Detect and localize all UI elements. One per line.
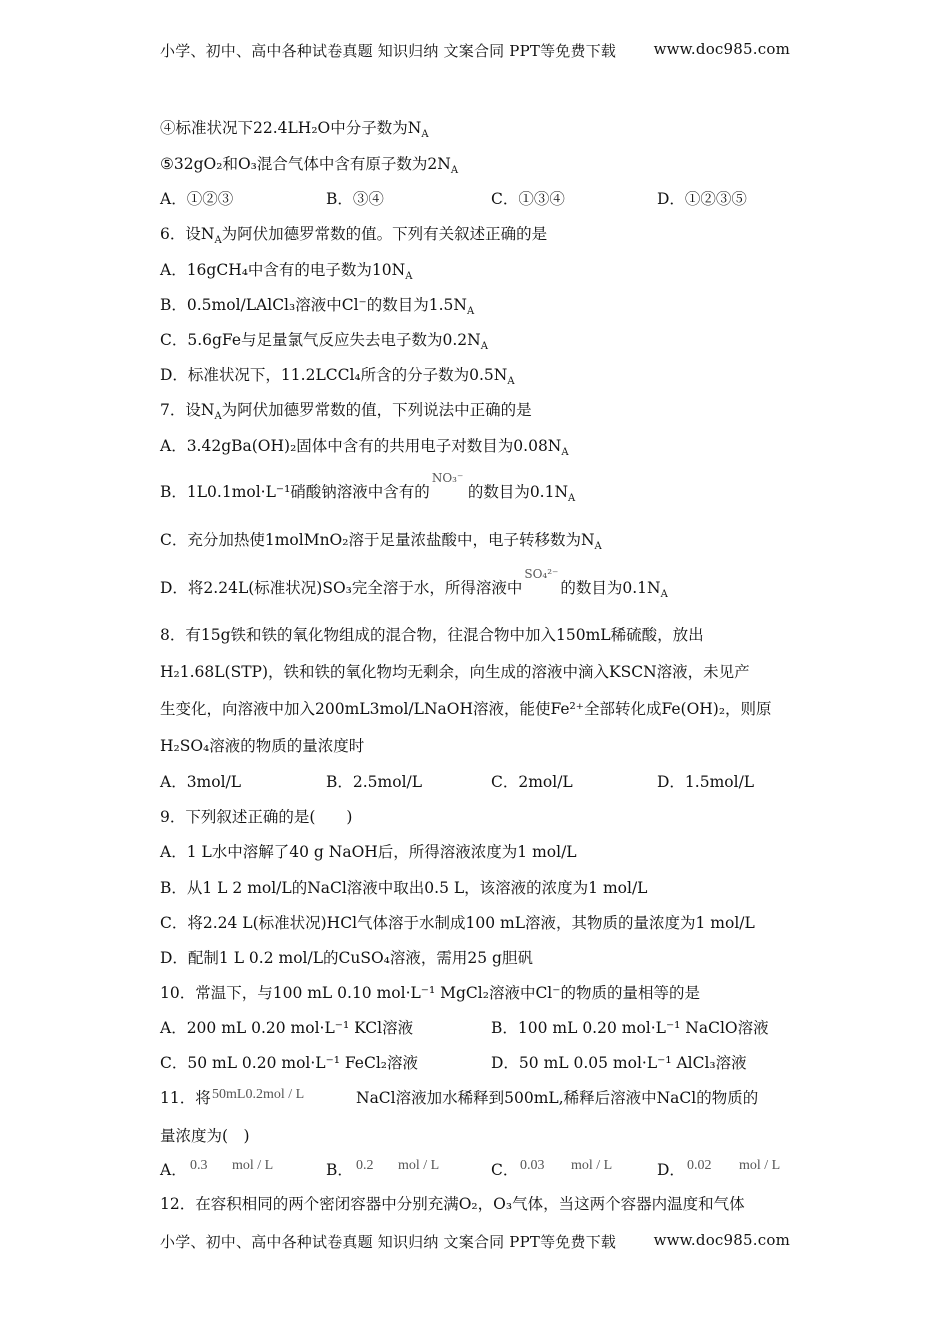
- q8-line3: 生变化，向溶液中加入200mL3mol/LNaOH溶液，能使Fe²⁺全部转化成Fe(OH)₂，则原: [160, 700, 772, 718]
- q8-option-a: A．3mol/L: [160, 773, 242, 791]
- header-text: 小学、初中、高中各种试卷真题 知识归纳 文案合同 PPT等免费下载: [160, 42, 617, 60]
- q11-option-a-unit: mol / L: [232, 1158, 274, 1173]
- q11-option-b: B．: [326, 1161, 353, 1179]
- q10-stem: 10．常温下，与100 mL 0.10 mol·L⁻¹ MgCl₂溶液中Cl⁻的物质的量相等的是: [160, 984, 700, 1002]
- q6-option-d: D．标准状况下，11.2LCCl₄所含的分子数为$0.5N_A$: [160, 366, 515, 388]
- q9-option-b: B．从1 L 2 mol/L的NaCl溶液中取出0.5 L，该溶液的浓度为1 mol/L: [160, 879, 648, 897]
- q5-item4: ④标准状况下22.4LH₂O中分子数为$N_A$: [160, 119, 429, 141]
- q8-line2: H₂1.68L(STP)，铁和铁的氧化物均无剩余，向生成的溶液中滴入KSCN溶液，未见产: [160, 663, 750, 681]
- q10-option-a: A．200 mL 0.20 mol·L⁻¹ KCl溶液: [160, 1019, 414, 1037]
- q5-option-d: D．①②③⑤: [657, 190, 747, 208]
- q11-option-d-value: 0.02: [687, 1158, 712, 1173]
- header-url: www.doc985.com: [653, 40, 790, 58]
- q8-line1: 8．有15g铁和铁的氧化物组成的混合物，往混合物中加入150mL稀硫酸，放出: [160, 626, 704, 644]
- q11-option-b-value: 0.2: [356, 1158, 374, 1173]
- q10-option-d: D．50 mL 0.05 mol·L⁻¹ AlCl₃溶液: [491, 1054, 747, 1072]
- q9-option-d: D．配制1 L 0.2 mol/L的CuSO₄溶液，需用25 g胆矾: [160, 949, 533, 967]
- footer-url: www.doc985.com: [653, 1231, 790, 1249]
- q6-option-b: B．0.5mol/LAlCl₃溶液中Cl⁻的数目为$1.5N_A$: [160, 296, 475, 318]
- q7-stem: 7．设$N_A$为阿伏加德罗常数的值，下列说法中正确的是: [160, 401, 532, 423]
- q11-option-d-unit: mol / L: [739, 1158, 781, 1173]
- q6-option-a: A．16gCH₄中含有的电子数为$10N_A$: [160, 261, 413, 283]
- q5-option-b: B．③④: [326, 190, 384, 208]
- q11-option-d: D．: [657, 1161, 685, 1179]
- page-footer: [160, 1231, 790, 1252]
- q10-option-b: B．100 mL 0.20 mol·L⁻¹ NaClO溶液: [491, 1019, 769, 1037]
- nitrate-formula: NO₃⁻: [431, 471, 464, 485]
- q8-line4: H₂SO₄溶液的物质的量浓度时: [160, 737, 365, 755]
- q11-formula: 50mL0.2mol / L: [212, 1087, 305, 1102]
- q7-option-c: C．充分加热使1molMnO₂溶于足量浓盐酸中，电子转移数为$N_A$: [160, 531, 602, 553]
- footer-text: 小学、初中、高中各种试卷真题 知识归纳 文案合同 PPT等免费下载: [160, 1233, 617, 1251]
- q11-option-a-value: 0.3: [190, 1158, 208, 1173]
- q9-option-c: C．将2.24 L(标准状况)HCl气体溶于水制成100 mL溶液，其物质的量浓度为1 mol/L: [160, 914, 755, 932]
- q8-option-b: B．2.5mol/L: [326, 773, 423, 791]
- q5-option-c: C．①③④: [491, 190, 565, 208]
- q11-option-c-value: 0.03: [520, 1158, 545, 1173]
- q7-option-a: A．3.42gBa(OH)₂固体中含有的共用电子对数目为$0.08N_A$: [160, 437, 569, 459]
- q6-option-c: C．5.6gFe与足量氯气反应失去电子数为$0.2N_A$: [160, 331, 488, 353]
- sulfate-formula: SO₄²⁻: [524, 567, 559, 581]
- q12-line1: 12．在容积相同的两个密闭容器中分别充满O₂，O₃气体，当这两个容器内温度和气体: [160, 1195, 745, 1213]
- q11-option-b-unit: mol / L: [398, 1158, 440, 1173]
- q5-item5: ⑤32gO₂和O₃混合气体中含有原子数为$2N_A$: [160, 155, 459, 177]
- q10-option-c: C．50 mL 0.20 mol·L⁻¹ FeCl₂溶液: [160, 1054, 419, 1072]
- q6-stem: 6．设$N_A$为阿伏加德罗常数的值。下列有关叙述正确的是: [160, 225, 548, 247]
- q11-option-c: C．: [491, 1161, 519, 1179]
- q11-option-c-unit: mol / L: [571, 1158, 613, 1173]
- q11-option-a: A．: [160, 1161, 187, 1179]
- q7-option-d: D．将2.24L(标准状况)SO₃完全溶于水，所得溶液中 SO₄²⁻ 的数目为$0.1N_A$: [160, 567, 668, 601]
- q7-option-b: B．1L0.1mol·L⁻¹硝酸钠溶液中含有的 NO₃⁻ 的数目为$0.1N_A$: [160, 471, 576, 505]
- page-header: [160, 40, 790, 61]
- q8-option-d: D．1.5mol/L: [657, 773, 755, 791]
- q11-line2: 量浓度为( ): [160, 1127, 250, 1145]
- q5-option-a: A．①②③: [160, 190, 234, 208]
- q9-option-a: A．1 L水中溶解了40 g NaOH后，所得溶液浓度为1 mol/L: [160, 843, 577, 861]
- q8-option-c: C．2mol/L: [491, 773, 573, 791]
- q9-stem: 9．下列叙述正确的是( ): [160, 808, 353, 826]
